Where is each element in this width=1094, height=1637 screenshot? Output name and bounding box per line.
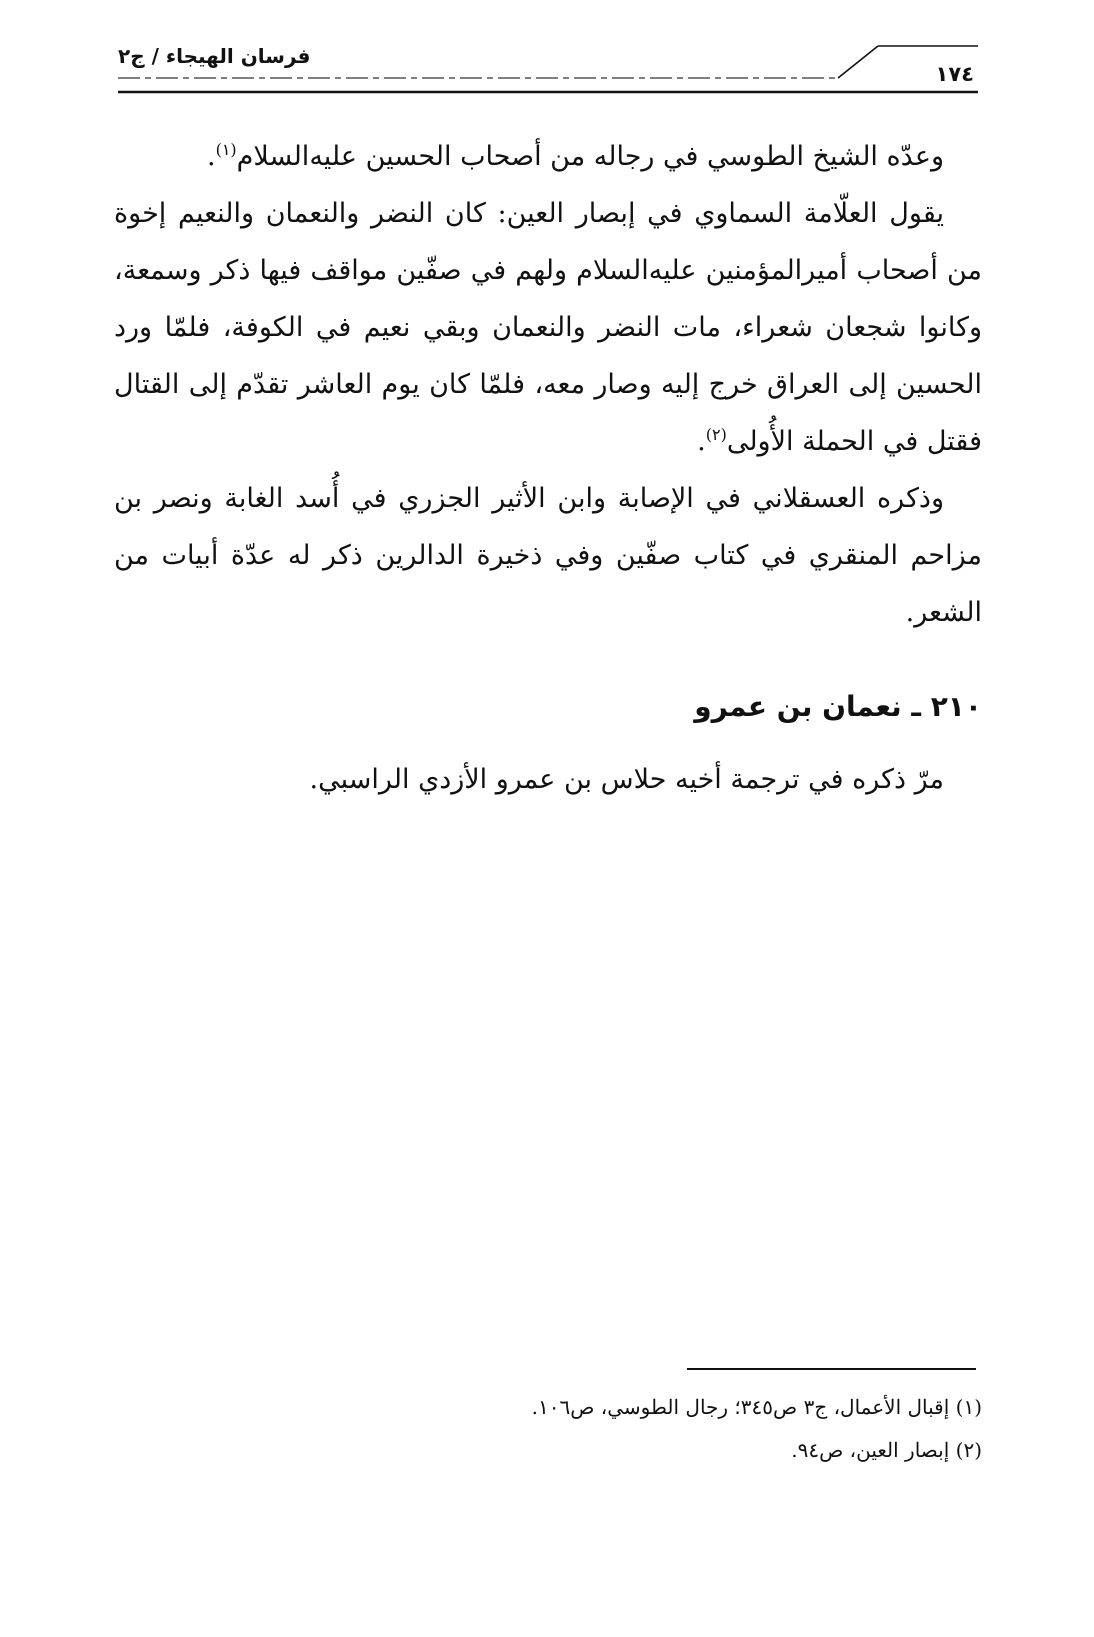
paragraph-1 xyxy=(114,128,982,185)
main-text xyxy=(114,128,982,641)
period: . xyxy=(206,141,216,172)
paragraph-3: وذكره العسقلاني في الإصابة وابن الأثير الجزري في أُسد الغابة ونصر بن مزاحم المنقري في كتاب صفّين وفي ذخيرة الدالرين ذكر له عدّة أبيات من الشعر. xyxy=(114,483,982,628)
section-text: مرّ ذكره في ترجمة أخيه حلاس بن عمرو الأزدي الراسبي. xyxy=(309,764,944,795)
page-number: ١٧٤ xyxy=(935,62,974,86)
section-heading: ٢١٠ ـ نعمان بن عمرو xyxy=(694,690,982,723)
footnote-1: (١) إقبال الأعمال، ج٣ ص٣٤٥؛ رجال الطوسي، ص١٠٦. xyxy=(531,1395,982,1419)
footnote-2: (٢) إبصار العين، ص٩٤. xyxy=(791,1438,982,1462)
running-title: فرسان الهيجاء / ج٢ xyxy=(118,44,311,68)
footnote-divider xyxy=(687,1368,976,1370)
period: . xyxy=(697,426,706,457)
footnotes xyxy=(422,1386,982,1472)
footnote-ref-2: (٢) xyxy=(705,425,727,444)
footnote-ref-1: (١) xyxy=(215,140,237,159)
page-header xyxy=(118,40,978,98)
paragraph-1-text: وعدّه الشيخ الطوسي في رجاله من أصحاب الحسين عليه‌السلام xyxy=(236,141,944,172)
paragraph-2 xyxy=(114,185,982,470)
paragraph-2-text: يقول العلّامة السماوي في إبصار العين: كان النضر والنعمان والنعيم إخوة من أصحاب أميرالمؤمنين عليه‌السلام ولهم في صفّين مواقف فيها ذكر وسمعة، وكانوا شجعان شعراء، مات النضر والنعمان وبقي نعيم في الكوفة، فلمّا ورد الحسين إلى العراق خرج إليه وصار معه، فلمّا كان يوم العاشر تقدّم إلى القتال فقتل في الحملة الأُولى xyxy=(114,198,982,457)
